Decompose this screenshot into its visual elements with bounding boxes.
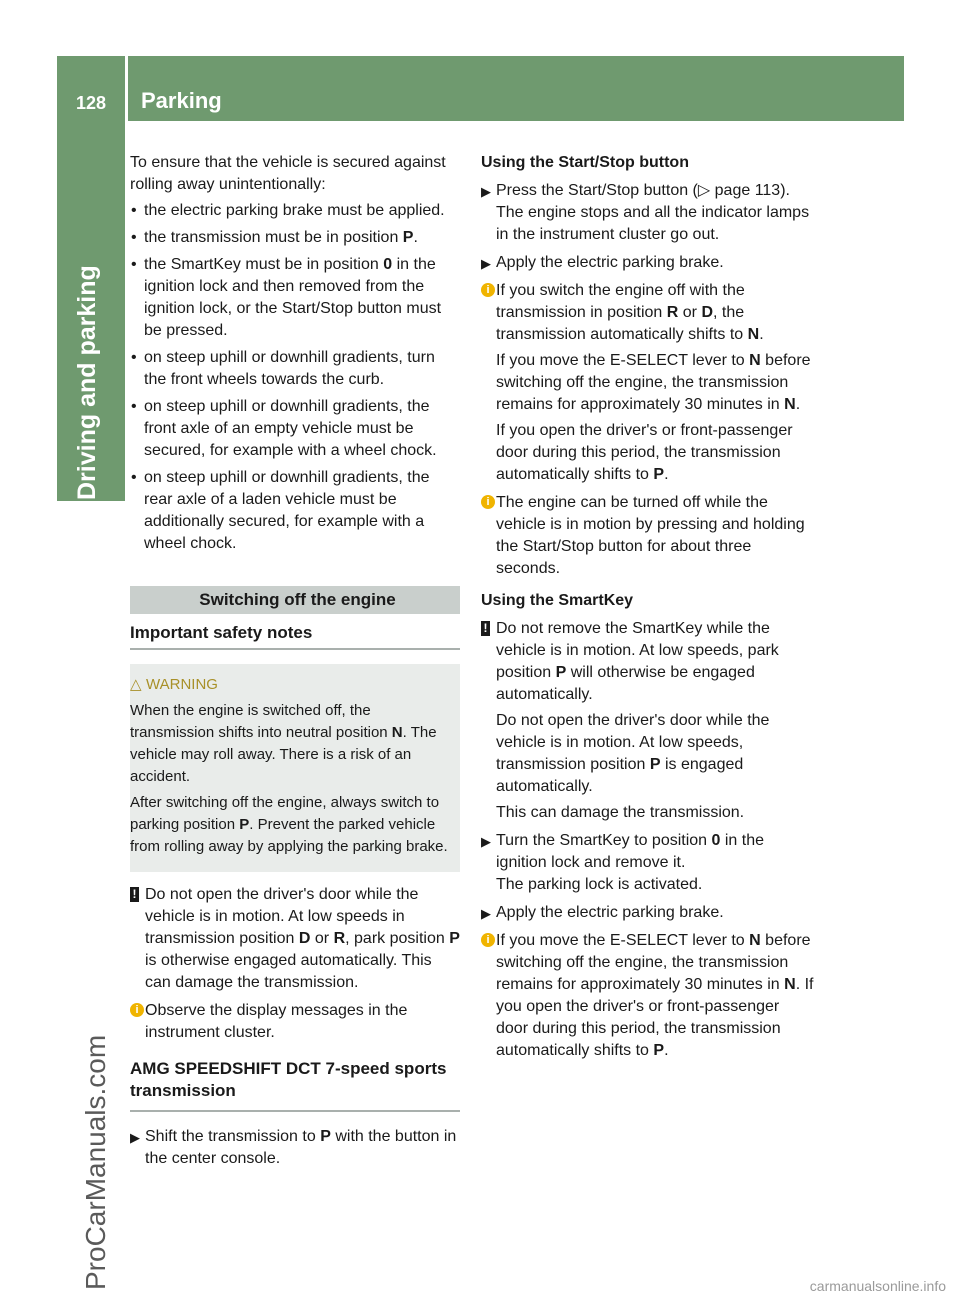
page-title: Parking (141, 88, 222, 113)
step-item: ▶ Press the Start/Stop button (▷ page 113). The engine stops and all the indicator lamps in the instrument cluster go out. (481, 182, 810, 243)
side-watermark: ProCarManuals.com (80, 1034, 111, 1290)
note-block: ! Do not open the driver's door while the vehicle is in motion. At low speeds in transmission position D or R, park position P is otherwise engaged automatically. This can damage the transmission. (130, 884, 460, 994)
list-item: • the SmartKey must be in position 0 in the ignition lock and then removed from the ignition lock, or the Start/Stop button must be pressed. (130, 254, 460, 342)
step-item: ▶ Shift the transmission to P with the button in the center console. (130, 1128, 457, 1167)
info-icon: i (481, 933, 495, 947)
info-block: i If you switch the engine off with the transmission in position R or D, the transmission automatically shifts to N. If you move the E-SELECT lever to N before switching off the engine, the transmission remains for approximately 30 minutes in N. If you open the driver's or front-passenger door during this period, the transmission automatically shifts to P. (481, 280, 814, 486)
left-column (130, 152, 460, 1176)
info-icon: i (481, 283, 495, 297)
header-divider (125, 56, 128, 121)
heading-start-stop: Using the Start/Stop button (481, 154, 689, 171)
info-icon: i (130, 1003, 144, 1017)
note-block: ! Do not remove the SmartKey while the vehicle is in motion. At low speeds, park position P will otherwise be engaged automatically. Do not open the driver's door while the vehicle is in motion. At low speeds, transmission position P is engaged automatically. This can damage the transmission. (481, 618, 814, 824)
warning-box (130, 664, 460, 872)
heading-smartkey: Using the SmartKey (481, 592, 634, 609)
arrow-right-icon: ▶ (130, 1130, 140, 1145)
sub-heading: Important safety notes (130, 622, 460, 650)
info-block: i The engine can be turned off while the vehicle is in motion by pressing and holding the Start/Stop button for about three seconds. (481, 492, 814, 580)
warning-text: When the engine is switched off, the transmission shifts into neutral position N. The vehicle may roll away. There is a risk of an accident. (130, 702, 437, 785)
amg-heading: AMG SPEEDSHIFT DCT 7-speed sports transmission (130, 1058, 460, 1112)
exclamation-icon: ! (481, 621, 490, 636)
list-item: • the transmission must be in position P. (130, 227, 460, 249)
info-block: i If you move the E-SELECT lever to N before switching off the engine, the transmission remains for approximately 30 minutes in N. If you open the driver's or front-passenger door during this period, the transmission automatically shifts to P. (481, 930, 814, 1062)
exclamation-icon: ! (130, 887, 139, 902)
section-heading: Switching off the engine (130, 586, 460, 614)
step-item: ▶ Apply the electric parking brake. (481, 902, 814, 924)
info-block: i Observe the display messages in the instrument cluster. (130, 1000, 460, 1044)
arrow-right-icon: ▶ (481, 906, 491, 921)
warning-text: After switching off the engine, always switch to parking position P. Prevent the parked vehicle from rolling away by applying the parking brake. (130, 794, 448, 855)
arrow-right-icon: ▶ (481, 256, 491, 271)
arrow-right-icon: ▶ (481, 834, 491, 849)
list-item: • on steep uphill or downhill gradients, the front axle of an empty vehicle must be secured, for example with a wheel chock. (130, 396, 460, 462)
arrow-right-icon: ▶ (481, 184, 491, 199)
step-item: ▶ Apply the electric parking brake. (481, 252, 814, 274)
warning-triangle-icon: △ (130, 676, 142, 693)
list-item: • on steep uphill or downhill gradients, turn the front wheels towards the curb. (130, 347, 460, 391)
section-label: Driving and parking (73, 265, 101, 500)
page-ref-triangle-icon: ▷ (697, 182, 711, 199)
warning-title: △ WARNING (130, 674, 452, 696)
intro-text: To ensure that the vehicle is secured against rolling away unintentionally: (130, 154, 446, 193)
list-item: • on steep uphill or downhill gradients, the rear axle of a laden vehicle must be additionally secured, for example with a wheel chock. (130, 467, 460, 555)
right-column (481, 152, 814, 1068)
bottom-watermark: carmanualsonline.info (809, 1278, 946, 1294)
info-icon: i (481, 495, 495, 509)
step-item: ▶ Turn the SmartKey to position 0 in the ignition lock and remove it. The parking lock is activated. (481, 832, 765, 893)
page-number: 128 (75, 93, 107, 113)
list-item: • the electric parking brake must be applied. (130, 200, 460, 222)
